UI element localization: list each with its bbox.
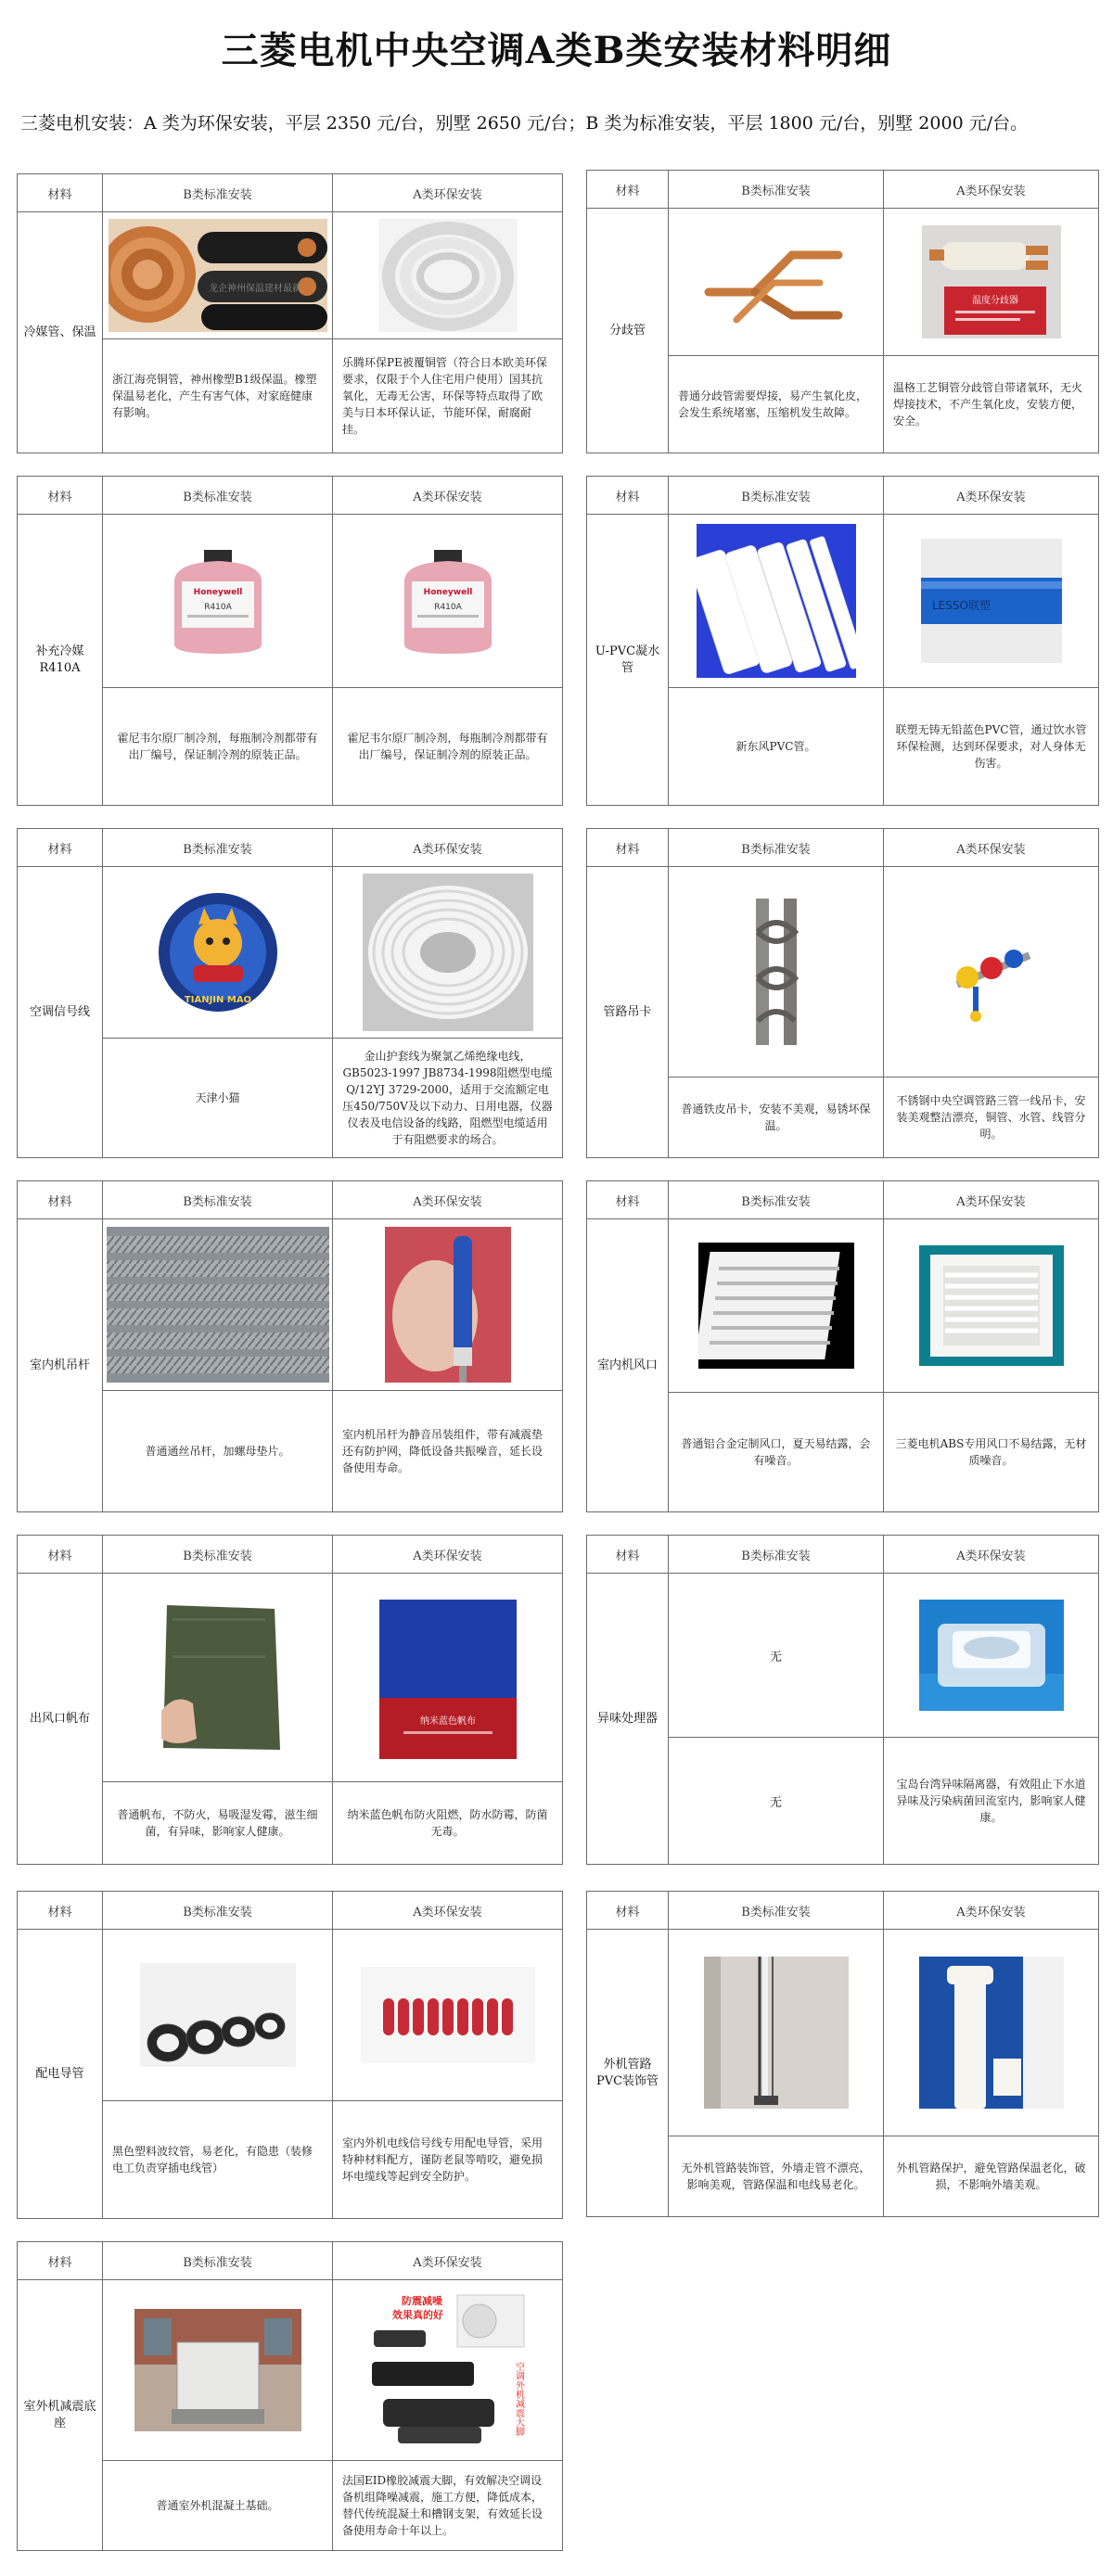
header-material: 材料 [587,1536,669,1574]
svg-text:R410A: R410A [433,603,462,612]
material-name: 室内机风口 [587,1219,669,1512]
header-material: 材料 [18,1181,103,1219]
b-image-cell [103,1930,333,2101]
a-description: 不锈钢中央空调管路三管一线吊卡，安装美观整洁漂亮，铜管、水管、线管分明。 [884,1078,1099,1158]
svg-text:效果真的好: 效果真的好 [391,2309,443,2321]
tianjin-kitten-logo [148,887,288,1017]
b-description: 普通室外机混凝土基础。 [103,2461,333,2551]
b-image-cell [103,212,333,339]
a-description: 宝岛台湾异味隔离器，有效阻止下水道异味及污染病菌回流室内，影响家人健康。 [884,1738,1099,1865]
header-b-standard: B类标准安装 [103,2242,333,2280]
material-name: 冷媒管、保温 [18,212,103,453]
insulated-branch-pipe-photo [922,225,1061,338]
b-none-text: 无 [669,1574,884,1738]
material-name: 室内机吊杆 [18,1219,103,1512]
header-a-eco: A类环保安装 [333,1181,563,1219]
a-image-cell [884,1574,1099,1738]
header-a-eco: A类环保安装 [333,174,563,212]
a-image-cell [333,2280,563,2461]
header-b-standard: B类标准安装 [103,1536,333,1574]
header-b-standard: B类标准安装 [103,1181,333,1219]
copper-pipe-photo [109,219,327,332]
material-name: 补充冷媒R410A [18,515,103,806]
b-description: 新东风PVC管。 [669,688,884,806]
header-b-standard: B类标准安装 [669,1536,884,1574]
copper-branch-pipe-photo [699,227,853,337]
a-description: 室内机吊杆为静音吊装组件，带有减震垫还有防护网，降低设备共振噪音，延长设备使用寿命。 [333,1391,563,1512]
rubber-anti-vibration-feet-photo [365,2288,531,2453]
material-table-canvas [17,1535,563,1865]
header-material: 材料 [18,1536,103,1574]
header-b-standard: B类标准安装 [103,1892,333,1930]
header-a-eco: A类环保安装 [333,477,563,515]
svg-text:TIANJIN MAO: TIANJIN MAO [184,995,251,1005]
header-b-standard: B类标准安装 [669,829,884,867]
b-image-cell [669,1930,884,2136]
material-table-refrigerant [17,476,563,806]
svg-text:Honeywell: Honeywell [423,588,472,597]
material-name: 空调信号线 [18,867,103,1158]
material-table-vibration-base [17,2241,563,2551]
a-description: 室内外机电线信号线专用配电导管，采用特种材料配方，谨防老鼠等啃咬，避免损坏电缆线等起到安全防护。 [333,2101,563,2219]
header-a-eco: A类环保安装 [884,477,1099,515]
a-description: 金山护套线为聚氯乙烯绝缘电线，GB5023-1997 JB8734-1998阻燃型电缆Q/12YJ 3729-2000，适用于交流额定电压450/750V及以下动力、日用电器，仪器仪表及电信设备的线路，阻燃型电缆适用于有阻燃要求的场合。 [333,1039,563,1158]
a-description: 外机管路保护，避免管路保温老化，破损，不影响外墙美观。 [884,2136,1099,2217]
header-a-eco: A类环保安装 [333,1892,563,1930]
header-a-eco: A类环保安装 [884,1181,1099,1219]
b-description: 无外机管路装饰管，外墙走管不漂亮，影响美观，管路保温和电线易老化。 [669,2136,884,2217]
a-description: 温格工艺铜管分歧管自带诸氧环，无火焊接技术，不产生氧化皮，安装方便，安全。 [884,356,1099,453]
blue-canvas-photo [376,1596,520,1759]
a-image-cell [333,1930,563,2101]
b-image-cell [669,515,884,688]
a-image-cell [333,212,563,339]
odor-trap-photo [919,1600,1064,1711]
header-b-standard: B类标准安装 [103,829,333,867]
white-signal-cable-coil-photo [363,874,533,1031]
b-description: 浙江海亮铜管，神州橡塑B1级保温。橡塑保温易老化，产生有害气体，对家庭健康有影响。 [103,339,333,453]
a-image-cell [884,867,1099,1078]
a-image-cell [333,1574,563,1782]
header-material: 材料 [18,829,103,867]
bare-exterior-piping-photo [704,1957,849,2109]
color-pipe-hanger-photo [936,916,1047,1027]
r410a-cylinder-photo [156,544,280,657]
svg-text:温度分歧器: 温度分歧器 [971,296,1018,306]
svg-text:纳米蓝色帆布: 纳米蓝色帆布 [419,1716,476,1727]
header-a-eco: A类环保安装 [884,829,1099,867]
blue-pvc-pipe-photo [921,539,1062,663]
a-description: 纳米蓝色帆布防火阻燃，防水防霉，防菌无毒。 [333,1782,563,1865]
material-name: 室外机减震底座 [18,2280,103,2551]
anti-vibration-hanger-photo [385,1227,511,1383]
header-material: 材料 [18,1892,103,1930]
material-table-odor-trap [586,1535,1099,1865]
b-image-cell [103,867,333,1039]
pvc-decorative-duct-photo [919,1957,1064,2109]
b-image-cell [669,209,884,356]
header-a-eco: A类环保安装 [884,1892,1099,1930]
a-description: 乐腾环保PE被覆铜管（符合日本欧美环保要求，仅限于个人住宅用户使用）国其抗氧化，无毒无公害，环保等特点取得了欧美与日本环保认证，节能环保，耐腐耐挂。 [333,339,563,453]
pricing-intro: 三菱电机安装：A 类为环保安装，平层 2350 元/台，别墅 2650 元/台；B 类为标准安装，平层 1800 元/台，别墅 2000 元/台。 [20,113,1029,134]
header-b-standard: B类标准安装 [669,1892,884,1930]
a-image-cell [333,867,563,1039]
red-conduit-photo [361,1967,535,2063]
white-pvc-pipes-photo [697,524,856,678]
material-table-pvc-decorative [586,1891,1099,2217]
b-description: 黑色塑料波纹管，易老化，有隐患（装修电工负责穿插电线管） [103,2101,333,2219]
header-material: 材料 [18,2242,103,2280]
concrete-base-photo [134,2309,301,2431]
header-material: 材料 [18,477,103,515]
material-table-branch-pipe [586,170,1099,453]
b-image-cell [103,2280,333,2461]
header-material: 材料 [587,477,669,515]
b-image-cell [103,515,333,688]
b-description: 普通铝合金定制风口，夏天易结露，会有噪音。 [669,1393,884,1512]
svg-text:Honeywell: Honeywell [193,588,242,597]
svg-text:R410A: R410A [203,603,232,612]
header-material: 材料 [587,171,669,209]
header-b-standard: B类标准安装 [669,1181,884,1219]
header-b-standard: B类标准安装 [103,477,333,515]
a-image-cell [884,1930,1099,2136]
black-corrugated-tube-photo [140,1963,296,2067]
material-table-signal-cable [17,828,563,1158]
b-description: 霍尼韦尔原厂制冷剂，每瓶制冷剂都带有出厂编号，保证制冷剂的原装正品。 [103,688,333,806]
aluminium-grille-photo [698,1243,854,1369]
a-image-cell [884,1219,1099,1393]
material-name: U-PVC凝水管 [587,515,669,806]
b-description: 天津小猫 [103,1039,333,1158]
a-description: 法国EID橡胶减震大脚，有效解决空调设备机组降噪减震，施工方便，降低成本，替代传统混凝土和槽钢支架，有效延长设备使用寿命十年以上。 [333,2461,563,2551]
material-name: 出风口帆布 [18,1574,103,1865]
a-description: 霍尼韦尔原厂制冷剂，每瓶制冷剂都带有出厂编号，保证制冷剂的原装正品。 [333,688,563,806]
pe-coated-copper-coil-photo [378,219,518,332]
material-name: 异味处理器 [587,1574,669,1865]
header-a-eco: A类环保安装 [884,171,1099,209]
header-b-standard: B类标准安装 [669,171,884,209]
b-description: 普通分歧管需要焊接，易产生氧化皮，会发生系统堵塞，压缩机发生故障。 [669,356,884,453]
material-table-conduit [17,1891,563,2219]
header-material: 材料 [587,829,669,867]
svg-text:LESSO联塑: LESSO联塑 [931,599,991,612]
header-b-standard: B类标准安装 [103,174,333,212]
a-description: 联塑无铸无铅蓝色PVC管，通过饮水管环保检测，达到环保要求，对人身体无伤害。 [884,688,1099,806]
material-name: 管路吊卡 [587,867,669,1158]
a-image-cell [333,515,563,688]
header-material: 材料 [18,174,103,212]
r410a-cylinder-photo [386,544,510,657]
material-table-air-grille [586,1180,1099,1512]
material-table-refrigerant-pipe [17,173,563,453]
a-image-cell [884,209,1099,356]
header-a-eco: A类环保安装 [333,829,563,867]
header-a-eco: A类环保安装 [333,1536,563,1574]
b-description: 普通通丝吊杆，加螺母垫片。 [103,1391,333,1512]
b-image-cell [103,1574,333,1782]
b-description: 普通铁皮吊卡，安装不美观，易锈坏保温。 [669,1078,884,1158]
header-material: 材料 [587,1892,669,1930]
svg-text:空调外机减震大脚: 空调外机减震大脚 [513,2362,523,2436]
material-table-hanger-rod [17,1180,563,1512]
header-a-eco: A类环保安装 [333,2242,563,2280]
material-name: 外机管路PVC装饰管 [587,1930,669,2217]
a-image-cell [884,515,1099,688]
b-description: 普通帆布，不防火，易吸湿发霉，滋生细菌，有异味，影响家人健康。 [103,1782,333,1865]
b-none-text: 无 [669,1738,884,1865]
b-image-cell [669,1219,884,1393]
abs-grille-photo [919,1245,1064,1366]
header-a-eco: A类环保安装 [884,1536,1099,1574]
material-table-pvc-drain [586,476,1099,806]
a-image-cell [333,1219,563,1391]
page-title: 三菱电机中央空调A类B类安装材料明细 [221,29,892,72]
svg-text:龙企神州保温建材最新: 龙企神州保温建材最新 [208,284,301,294]
material-name: 配电导管 [18,1930,103,2219]
material-name: 分歧管 [587,209,669,453]
green-canvas-photo [148,1600,288,1755]
material-table-pipe-clamp [586,828,1099,1158]
a-description: 三菱电机ABS专用风口不易结露，无材质噪音。 [884,1393,1099,1512]
threaded-rods-photo [107,1227,329,1383]
svg-text:防震减噪: 防震减噪 [401,2295,442,2307]
header-material: 材料 [587,1181,669,1219]
b-image-cell [103,1219,333,1391]
iron-pipe-clamp-photo [739,895,813,1049]
b-image-cell [669,867,884,1078]
header-b-standard: B类标准安装 [669,477,884,515]
